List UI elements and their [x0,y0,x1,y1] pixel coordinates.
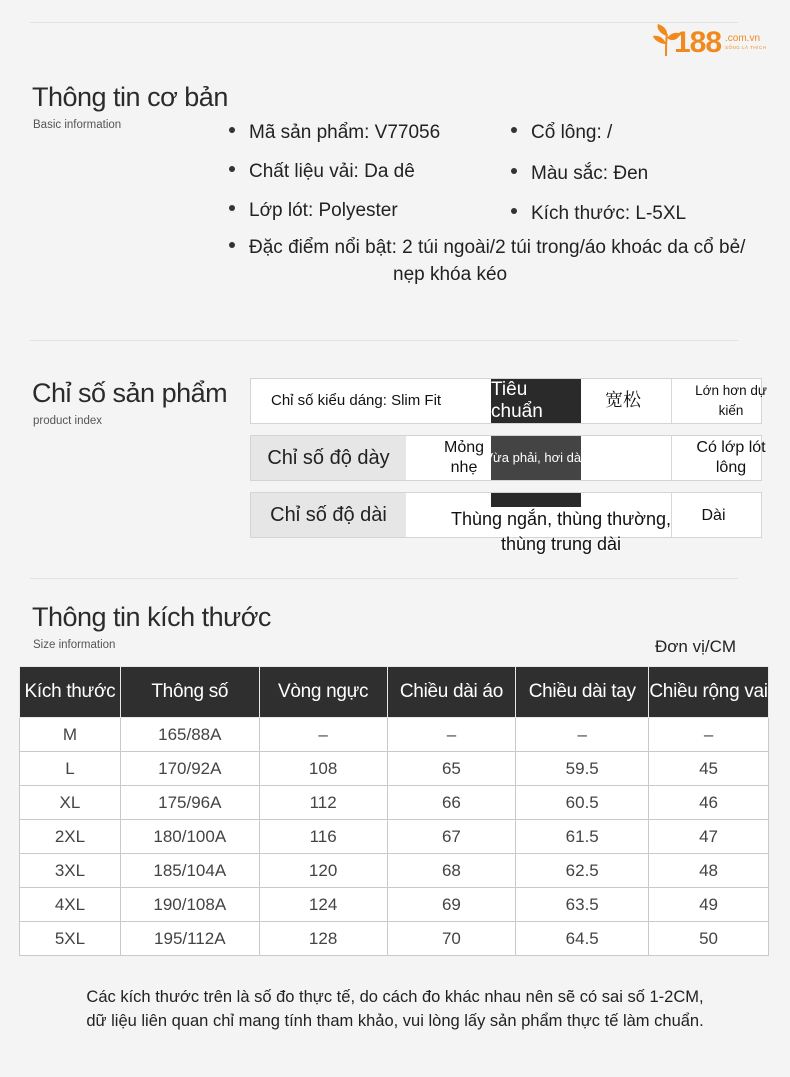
size-note-line2: dữ liệu liên quan chỉ mang tính tham khảo, vui lòng lấy sản phẩm thực tế làm chuẩn. [86,1012,704,1030]
cell-size: 3XL [20,854,121,888]
divider-1 [30,340,738,341]
thickness-option-medium: Vừa phải, hơi dày [491,436,581,480]
header-sleeve: Chiều dài tay [516,667,649,718]
header-shoulder: Chiều rộng vai [649,667,769,718]
size-note-line1: Các kích thước trên là số đo thực tế, do cách đo khác nhau nên sẽ có sai số 1-2CM, [86,988,704,1006]
cell-chest: 112 [259,786,387,820]
length-marker [491,493,581,507]
length-separator [671,493,672,537]
thickness-label: Chỉ số độ dày [251,436,406,480]
cell-chest: 116 [259,820,387,854]
cell-size: 4XL [20,888,121,922]
cell-length: 69 [387,888,516,922]
cell-length: 67 [387,820,516,854]
table-row [20,752,769,786]
table-row [20,820,769,854]
cell-sleeve: 59.5 [516,752,649,786]
header-length: Chiều dài áo [387,667,516,718]
basic-item-features-cont: nẹp khóa kéo [393,264,508,285]
cell-shoulder: 48 [649,854,769,888]
thickness-separator [671,436,672,480]
basic-item-material: Chất liệu vải: Da dê [229,161,415,183]
cell-chest: 124 [259,888,387,922]
cell-spec: 165/88A [120,718,259,752]
cell-spec: 185/104A [120,854,259,888]
cell-length: 65 [387,752,516,786]
cell-spec: 180/100A [120,820,259,854]
cell-shoulder: 47 [649,820,769,854]
cell-sleeve: – [516,718,649,752]
cell-length: 70 [387,922,516,956]
size-subtitle: Size information [33,639,116,651]
cell-spec: 195/112A [120,922,259,956]
cell-sleeve: 61.5 [516,820,649,854]
thickness-option-thin: Mỏng nhẹ [443,439,485,476]
cell-spec: 175/96A [120,786,259,820]
logo-number: 188 [674,26,722,59]
cell-chest: – [259,718,387,752]
size-table [19,666,769,956]
divider-2 [30,578,738,579]
basic-item-lining: Lớp lót: Polyester [229,200,398,222]
cell-length: 66 [387,786,516,820]
length-label: Chỉ số độ dài [251,493,406,537]
index-subtitle: product index [33,415,103,427]
cell-size: M [20,718,121,752]
basic-title: Thông tin cơ bản [32,82,228,112]
size-table-header [20,667,769,718]
table-row [20,922,769,956]
cell-length: – [387,718,516,752]
cell-chest: 120 [259,854,387,888]
cell-shoulder: 49 [649,888,769,922]
cell-sleeve: 63.5 [516,888,649,922]
fit-label: Chỉ số kiểu dáng: Slim Fit [271,392,442,409]
cell-size: 5XL [20,922,121,956]
cell-size: 2XL [20,820,121,854]
length-option-regular: Thùng ngắn, thùng thường, thùng trung dài [450,509,672,554]
cell-chest: 108 [259,752,387,786]
fit-option-loose: 宽松 [605,390,641,410]
fit-separator [671,379,672,423]
index-row-length [250,492,762,554]
cell-spec: 190/108A [120,888,259,922]
table-row [20,854,769,888]
length-option-long: Dài [701,507,726,524]
cell-size: L [20,752,121,786]
cell-shoulder: 46 [649,786,769,820]
thickness-option-fleece: Có lớp lót lông [696,439,766,476]
brand-logo [652,18,772,74]
index-row-thickness [250,435,766,481]
cell-shoulder: 50 [649,922,769,956]
cell-shoulder: – [649,718,769,752]
basic-item-features: Đặc điểm nổi bật: 2 túi ngoài/2 túi trong/áo khoác da cổ bẻ/ [229,237,745,259]
basic-subtitle: Basic information [33,119,122,131]
cell-size: XL [20,786,121,820]
logo-domain: .com.vn [725,33,761,44]
cell-shoulder: 45 [649,752,769,786]
top-divider [30,22,738,23]
basic-item-color: Màu sắc: Đen [511,163,648,185]
cell-sleeve: 64.5 [516,922,649,956]
index-row-fit [250,378,767,424]
size-title: Thông tin kích thước [32,602,271,632]
cell-sleeve: 60.5 [516,786,649,820]
table-row [20,888,769,922]
basic-item-product-code: Mã sản phẩm: V77056 [229,122,440,144]
basic-item-size: Kích thước: L-5XL [511,203,686,225]
table-row [20,718,769,752]
cell-chest: 128 [259,922,387,956]
header-spec: Thông số [120,667,259,718]
cell-spec: 170/92A [120,752,259,786]
fit-option-larger: Lớn hơn dự kiến [695,383,767,418]
table-row [20,786,769,820]
header-chest: Vòng ngực [259,667,387,718]
index-title: Chỉ số sản phẩm [32,378,228,408]
cell-length: 68 [387,854,516,888]
logo-tagline: SỐNG LÀ THÍCH [725,45,767,50]
basic-item-collar: Cổ lông: / [511,122,612,144]
header-size: Kích thước [20,667,121,718]
fit-option-standard: Tiêu chuẩn [491,379,581,423]
cell-sleeve: 62.5 [516,854,649,888]
size-unit: Đơn vị/CM [655,637,737,656]
